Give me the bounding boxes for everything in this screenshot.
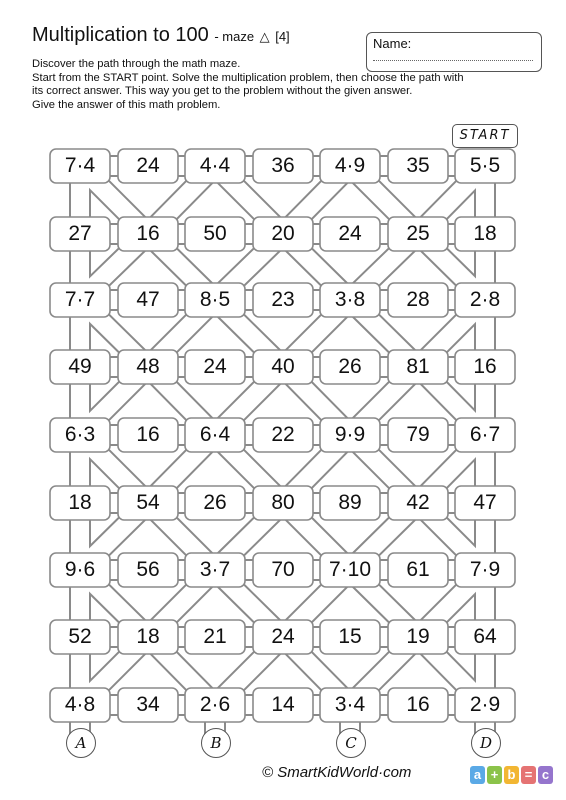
maze-answer[interactable]: 16: [473, 355, 497, 378]
maze-answer[interactable]: 40: [271, 355, 295, 378]
maze-answer[interactable]: 48: [136, 355, 160, 378]
instruction-line: its correct answer. This way you get to the problem without the given answer.: [32, 85, 413, 98]
maze-answer[interactable]: 14: [271, 693, 295, 716]
maze-problem[interactable]: 2·8: [469, 288, 501, 311]
name-label: Name:: [373, 36, 412, 51]
maze-problem[interactable]: 7·9: [469, 558, 501, 581]
maze-answer[interactable]: 52: [68, 625, 92, 648]
maze-answer[interactable]: 50: [203, 222, 227, 245]
maze-answer[interactable]: 21: [203, 625, 227, 648]
maze-problem[interactable]: 4·8: [64, 693, 96, 716]
maze-answer[interactable]: 47: [136, 288, 160, 311]
maze-answer[interactable]: 79: [406, 423, 430, 446]
maze-answer[interactable]: 42: [406, 491, 430, 514]
maze-answer[interactable]: 70: [271, 558, 295, 581]
logo-tile: a: [470, 766, 485, 784]
brand-logo: [470, 766, 553, 784]
logo-tile: b: [504, 766, 519, 784]
title-main: Multiplication to 100: [32, 24, 209, 46]
maze-answer[interactable]: 61: [406, 558, 430, 581]
maze-problem[interactable]: 7·7: [64, 288, 96, 311]
maze-answer[interactable]: 16: [406, 693, 430, 716]
maze-problem[interactable]: 6·4: [199, 423, 231, 446]
maze-answer[interactable]: 16: [136, 423, 160, 446]
maze-answer[interactable]: 54: [136, 491, 160, 514]
maze-problem[interactable]: 7·4: [64, 154, 96, 177]
maze-answer[interactable]: 81: [406, 355, 430, 378]
maze-problem[interactable]: 9·6: [64, 558, 96, 581]
maze-answer[interactable]: 28: [406, 288, 430, 311]
instruction-line: Give the answer of this math problem.: [32, 98, 221, 111]
maze-answer[interactable]: 80: [271, 491, 295, 514]
triangle-icon: △: [259, 29, 270, 44]
copyright: © SmartKidWorld·com: [262, 764, 412, 781]
start-label: START: [452, 124, 518, 148]
maze-answer[interactable]: 64: [473, 625, 497, 648]
maze-answer[interactable]: 20: [271, 222, 295, 245]
maze-problem[interactable]: 8·5: [199, 288, 231, 311]
maze-answer[interactable]: 89: [338, 491, 362, 514]
maze-problem[interactable]: 2·9: [469, 693, 501, 716]
title-level: [4]: [275, 29, 290, 44]
maze-problem[interactable]: 2·6: [199, 693, 231, 716]
maze-answer[interactable]: 23: [271, 288, 295, 311]
maze-problem[interactable]: 6·3: [64, 423, 96, 446]
logo-tile: c: [538, 766, 553, 784]
maze-answer[interactable]: 26: [338, 355, 362, 378]
maze-answer[interactable]: 16: [136, 222, 160, 245]
maze-answer[interactable]: 26: [203, 491, 227, 514]
maze-problem[interactable]: 5·5: [469, 154, 501, 177]
exit-a[interactable]: A: [66, 728, 96, 758]
logo-tile: +: [487, 766, 502, 784]
instruction-line: Start from the START point. Solve the multiplication problem, then choose the path with: [32, 71, 464, 84]
maze-answer[interactable]: 22: [271, 423, 295, 446]
exit-c[interactable]: C: [336, 728, 366, 758]
maze-answer[interactable]: 24: [203, 355, 227, 378]
maze-answer[interactable]: 18: [136, 625, 160, 648]
maze-problem[interactable]: 3·7: [199, 558, 231, 581]
maze-answer[interactable]: 24: [136, 154, 160, 177]
maze-problem[interactable]: 9·9: [334, 423, 366, 446]
maze-answer[interactable]: 36: [271, 154, 295, 177]
maze-problem[interactable]: 4·9: [334, 154, 366, 177]
maze-answer[interactable]: 56: [136, 558, 160, 581]
maze-answer[interactable]: 47: [473, 491, 497, 514]
maze-answer[interactable]: 49: [68, 355, 92, 378]
logo-tile: =: [521, 766, 536, 784]
maze-answer[interactable]: 34: [136, 693, 160, 716]
maze-answer[interactable]: 19: [406, 625, 430, 648]
maze-problem[interactable]: 6·7: [469, 423, 501, 446]
maze-answer[interactable]: 18: [68, 491, 92, 514]
maze-problem[interactable]: 3·8: [334, 288, 366, 311]
title-subtitle: - maze: [214, 29, 255, 44]
maze-answer[interactable]: 24: [271, 625, 295, 648]
maze-problem[interactable]: 7·10: [328, 558, 372, 581]
maze-answer[interactable]: 15: [338, 625, 362, 648]
maze-answer[interactable]: 18: [473, 222, 497, 245]
maze-problem[interactable]: 4·4: [199, 154, 231, 177]
exit-d[interactable]: D: [471, 728, 501, 758]
maze-answer[interactable]: 24: [338, 222, 362, 245]
maze-answer[interactable]: 27: [68, 222, 92, 245]
maze-answer[interactable]: 25: [406, 222, 430, 245]
maze-answer[interactable]: 35: [406, 154, 430, 177]
exit-b[interactable]: B: [201, 728, 231, 758]
instruction-line: Discover the path through the math maze.: [32, 58, 241, 70]
maze-problem[interactable]: 3·4: [334, 693, 366, 716]
